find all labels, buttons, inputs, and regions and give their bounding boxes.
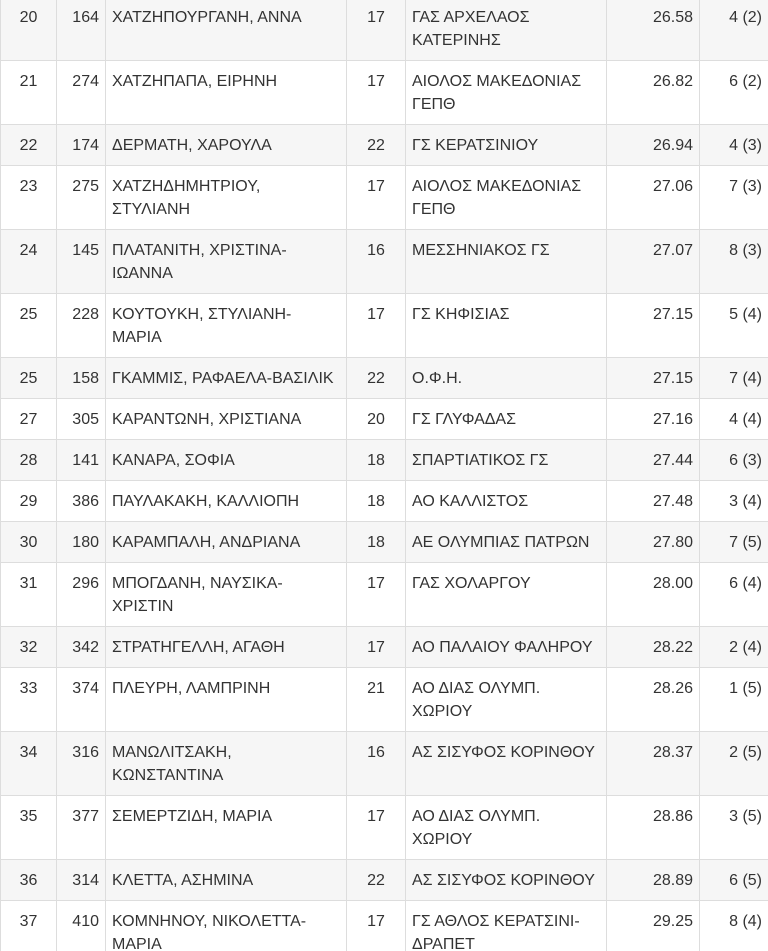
table-row <box>1 358 768 399</box>
athlete-name-cell: ΧΑΤΖΗΠΑΠΑ, ΕΙΡΗΝΗ <box>106 61 347 125</box>
heat-lane-cell: 2 (5) <box>700 732 768 796</box>
time-cell: 27.80 <box>607 522 700 563</box>
heat-lane-cell: 3 (5) <box>700 796 768 860</box>
athlete-name-cell: ΚΟΜΝΗΝΟΥ, ΝΙΚΟΛΕΤΤΑ-ΜΑΡΙΑ <box>106 901 347 951</box>
club-cell: ΜΕΣΣΗΝΙΑΚΟΣ ΓΣ <box>406 230 607 294</box>
birth-year-cell: 18 <box>347 522 406 563</box>
birth-year-cell: 18 <box>347 440 406 481</box>
table-row <box>1 481 768 522</box>
heat-lane-cell: 6 (4) <box>700 563 768 627</box>
bib-cell: 374 <box>57 668 106 732</box>
birth-year-cell: 17 <box>347 901 406 951</box>
club-cell: ΑΙΟΛΟΣ ΜΑΚΕΔΟΝΙΑΣ ΓΕΠΘ <box>406 166 607 230</box>
table-row <box>1 901 768 951</box>
table-row <box>1 166 768 230</box>
bib-cell: 316 <box>57 732 106 796</box>
time-cell: 28.26 <box>607 668 700 732</box>
rank-cell: 35 <box>1 796 57 860</box>
heat-lane-cell: 2 (4) <box>700 627 768 668</box>
bib-cell: 145 <box>57 230 106 294</box>
table-row <box>1 61 768 125</box>
heat-lane-cell: 8 (3) <box>700 230 768 294</box>
rank-cell: 34 <box>1 732 57 796</box>
time-cell: 28.22 <box>607 627 700 668</box>
birth-year-cell: 22 <box>347 125 406 166</box>
bib-cell: 141 <box>57 440 106 481</box>
table-row <box>1 440 768 481</box>
rank-cell: 37 <box>1 901 57 951</box>
club-cell: ΓΣ ΑΘΛΟΣ ΚΕΡΑΤΣΙΝΙ-ΔΡΑΠΕΤ <box>406 901 607 951</box>
rank-cell: 23 <box>1 166 57 230</box>
club-cell: ΣΠΑΡΤΙΑΤΙΚΟΣ ΓΣ <box>406 440 607 481</box>
rank-cell: 24 <box>1 230 57 294</box>
time-cell: 28.89 <box>607 860 700 901</box>
bib-cell: 180 <box>57 522 106 563</box>
athlete-name-cell: ΠΛΕΥΡΗ, ΛΑΜΠΡΙΝΗ <box>106 668 347 732</box>
bib-cell: 296 <box>57 563 106 627</box>
athlete-name-cell: ΔΕΡΜΑΤΗ, ΧΑΡΟΥΛΑ <box>106 125 347 166</box>
club-cell: ΑΟ ΠΑΛΑΙΟΥ ΦΑΛΗΡΟΥ <box>406 627 607 668</box>
rank-cell: 32 <box>1 627 57 668</box>
bib-cell: 410 <box>57 901 106 951</box>
rank-cell: 25 <box>1 358 57 399</box>
table-row <box>1 732 768 796</box>
heat-lane-cell: 4 (2) <box>700 0 768 61</box>
bib-cell: 158 <box>57 358 106 399</box>
rank-cell: 22 <box>1 125 57 166</box>
heat-lane-cell: 6 (3) <box>700 440 768 481</box>
birth-year-cell: 16 <box>347 230 406 294</box>
heat-lane-cell: 7 (3) <box>700 166 768 230</box>
time-cell: 27.44 <box>607 440 700 481</box>
heat-lane-cell: 7 (5) <box>700 522 768 563</box>
athlete-name-cell: ΠΑΥΛΑΚΑΚΗ, ΚΑΛΛΙΟΠΗ <box>106 481 347 522</box>
athlete-name-cell: ΧΑΤΖΗΔΗΜΗΤΡΙΟΥ, ΣΤΥΛΙΑΝΗ <box>106 166 347 230</box>
athlete-name-cell: ΜΑΝΩΛΙΤΣΑΚΗ, ΚΩΝΣΤΑΝΤΙΝΑ <box>106 732 347 796</box>
bib-cell: 275 <box>57 166 106 230</box>
club-cell: ΓΣ ΚΕΡΑΤΣΙΝΙΟΥ <box>406 125 607 166</box>
athlete-name-cell: ΚΑΡΑΜΠΑΛΗ, ΑΝΔΡΙΑΝΑ <box>106 522 347 563</box>
club-cell: ΑΟ ΔΙΑΣ ΟΛΥΜΠ. ΧΩΡΙΟΥ <box>406 796 607 860</box>
table-row <box>1 563 768 627</box>
bib-cell: 164 <box>57 0 106 61</box>
time-cell: 26.94 <box>607 125 700 166</box>
table-row <box>1 125 768 166</box>
birth-year-cell: 20 <box>347 399 406 440</box>
heat-lane-cell: 1 (5) <box>700 668 768 732</box>
bib-cell: 274 <box>57 61 106 125</box>
club-cell: ΓΑΣ ΧΟΛΑΡΓΟΥ <box>406 563 607 627</box>
club-cell: ΑΣ ΣΙΣΥΦΟΣ ΚΟΡΙΝΘΟΥ <box>406 860 607 901</box>
club-cell: ΑΟ ΔΙΑΣ ΟΛΥΜΠ. ΧΩΡΙΟΥ <box>406 668 607 732</box>
rank-cell: 25 <box>1 294 57 358</box>
athlete-name-cell: ΚΛΕΤΤΑ, ΑΣΗΜΙΝΑ <box>106 860 347 901</box>
rank-cell: 31 <box>1 563 57 627</box>
athlete-name-cell: ΚΑΝΑΡΑ, ΣΟΦΙΑ <box>106 440 347 481</box>
results-body <box>1 0 768 951</box>
table-row <box>1 230 768 294</box>
heat-lane-cell: 3 (4) <box>700 481 768 522</box>
club-cell: ΑΙΟΛΟΣ ΜΑΚΕΔΟΝΙΑΣ ΓΕΠΘ <box>406 61 607 125</box>
rank-cell: 20 <box>1 0 57 61</box>
heat-lane-cell: 7 (4) <box>700 358 768 399</box>
time-cell: 29.25 <box>607 901 700 951</box>
rank-cell: 29 <box>1 481 57 522</box>
heat-lane-cell: 4 (4) <box>700 399 768 440</box>
heat-lane-cell: 8 (4) <box>700 901 768 951</box>
heat-lane-cell: 4 (3) <box>700 125 768 166</box>
time-cell: 27.06 <box>607 166 700 230</box>
club-cell: ΑΣ ΣΙΣΥΦΟΣ ΚΟΡΙΝΘΟΥ <box>406 732 607 796</box>
bib-cell: 342 <box>57 627 106 668</box>
table-row <box>1 627 768 668</box>
athlete-name-cell: ΓΚΑΜΜΙΣ, ΡΑΦΑΕΛΑ-ΒΑΣΙΛΙΚ <box>106 358 347 399</box>
birth-year-cell: 22 <box>347 860 406 901</box>
club-cell: ΑΟ ΚΑΛΛΙΣΤΟΣ <box>406 481 607 522</box>
time-cell: 27.15 <box>607 294 700 358</box>
bib-cell: 377 <box>57 796 106 860</box>
athlete-name-cell: ΠΛΑΤΑΝΙΤΗ, ΧΡΙΣΤΙΝΑ-ΙΩΑΝΝΑ <box>106 230 347 294</box>
birth-year-cell: 17 <box>347 166 406 230</box>
bib-cell: 174 <box>57 125 106 166</box>
table-row <box>1 796 768 860</box>
club-cell: ΓΣ ΓΛΥΦΑΔΑΣ <box>406 399 607 440</box>
athlete-name-cell: ΜΠΟΓΔΑΝΗ, ΝΑΥΣΙΚΑ-ΧΡΙΣΤΙΝ <box>106 563 347 627</box>
athlete-name-cell: ΣΤΡΑΤΗΓΕΛΛΗ, ΑΓΑΘΗ <box>106 627 347 668</box>
club-cell: ΓΣ ΚΗΦΙΣΙΑΣ <box>406 294 607 358</box>
table-row <box>1 294 768 358</box>
rank-cell: 27 <box>1 399 57 440</box>
athlete-name-cell: ΚΟΥΤΟΥΚΗ, ΣΤΥΛΙΑΝΗ-ΜΑΡΙΑ <box>106 294 347 358</box>
athlete-name-cell: ΣΕΜΕΡΤΖΙΔΗ, ΜΑΡΙΑ <box>106 796 347 860</box>
rank-cell: 21 <box>1 61 57 125</box>
bib-cell: 305 <box>57 399 106 440</box>
table-row <box>1 399 768 440</box>
time-cell: 26.82 <box>607 61 700 125</box>
rank-cell: 28 <box>1 440 57 481</box>
birth-year-cell: 17 <box>347 61 406 125</box>
time-cell: 28.37 <box>607 732 700 796</box>
birth-year-cell: 17 <box>347 796 406 860</box>
rank-cell: 33 <box>1 668 57 732</box>
club-cell: Ο.Φ.Η. <box>406 358 607 399</box>
heat-lane-cell: 6 (2) <box>700 61 768 125</box>
bib-cell: 314 <box>57 860 106 901</box>
table-row <box>1 522 768 563</box>
time-cell: 27.16 <box>607 399 700 440</box>
bib-cell: 386 <box>57 481 106 522</box>
time-cell: 27.48 <box>607 481 700 522</box>
birth-year-cell: 18 <box>347 481 406 522</box>
birth-year-cell: 17 <box>347 0 406 61</box>
bib-cell: 228 <box>57 294 106 358</box>
time-cell: 27.15 <box>607 358 700 399</box>
birth-year-cell: 16 <box>347 732 406 796</box>
athlete-name-cell: ΧΑΤΖΗΠΟΥΡΓΑΝΗ, ΑΝΝΑ <box>106 0 347 61</box>
time-cell: 28.00 <box>607 563 700 627</box>
table-row <box>1 668 768 732</box>
table-row <box>1 860 768 901</box>
club-cell: ΓΑΣ ΑΡΧΕΛΑΟΣ ΚΑΤΕΡΙΝΗΣ <box>406 0 607 61</box>
heat-lane-cell: 5 (4) <box>700 294 768 358</box>
time-cell: 28.86 <box>607 796 700 860</box>
athlete-name-cell: ΚΑΡΑΝΤΩΝΗ, ΧΡΙΣΤΙΑΝΑ <box>106 399 347 440</box>
table-row <box>1 0 768 61</box>
birth-year-cell: 17 <box>347 563 406 627</box>
birth-year-cell: 17 <box>347 627 406 668</box>
rank-cell: 30 <box>1 522 57 563</box>
birth-year-cell: 17 <box>347 294 406 358</box>
heat-lane-cell: 6 (5) <box>700 860 768 901</box>
birth-year-cell: 21 <box>347 668 406 732</box>
birth-year-cell: 22 <box>347 358 406 399</box>
club-cell: ΑΕ ΟΛΥΜΠΙΑΣ ΠΑΤΡΩΝ <box>406 522 607 563</box>
rank-cell: 36 <box>1 860 57 901</box>
time-cell: 27.07 <box>607 230 700 294</box>
time-cell: 26.58 <box>607 0 700 61</box>
